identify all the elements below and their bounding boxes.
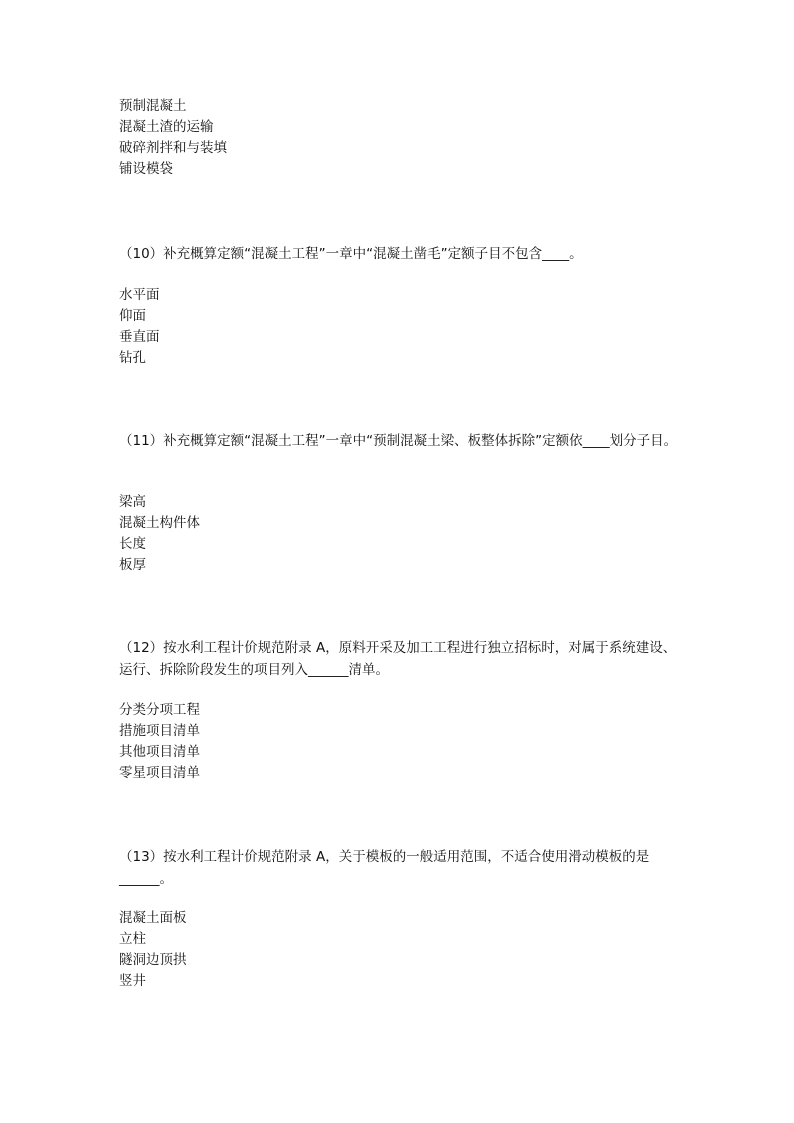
question-10 [119, 243, 679, 265]
question-12 [119, 637, 679, 681]
option: 铺设模袋 [119, 161, 173, 177]
option: 预制混凝土 [119, 98, 187, 114]
option: 混凝土构件体 [119, 515, 200, 531]
option: 隧洞边顶拱 [119, 952, 187, 968]
option: 零星项目清单 [119, 765, 200, 781]
question-13 [119, 846, 679, 890]
option: 水平面 [119, 287, 160, 303]
option: 竖井 [119, 973, 146, 989]
option: 破碎剂拌和与装填 [119, 140, 227, 156]
option: 板厚 [119, 557, 146, 573]
question-11-options [119, 492, 679, 576]
question-text: （11）补充概算定额“混凝土工程”一章中“预制混凝土梁、板整体拆除”定额依____划分子目。 [119, 433, 678, 449]
question-12-options [119, 700, 679, 784]
option: 立柱 [119, 931, 146, 947]
option: 其他项目清单 [119, 744, 200, 760]
question-text: （13）按水利工程计价规范附录 A，关于模板的一般适用范围，不适合使用滑动模板的是______。 [119, 849, 650, 887]
question-text: （10）补充概算定额“混凝土工程”一章中“混凝土凿毛”定额子目不包含____。 [119, 246, 583, 262]
question-10-options [119, 285, 679, 369]
option: 分类分项工程 [119, 702, 200, 718]
option: 钻孔 [119, 350, 146, 366]
intro-options [119, 96, 679, 180]
option: 垂直面 [119, 329, 160, 345]
question-text: （12）按水利工程计价规范附录 A，原料开采及加工工程进行独立招标时，对属于系统建设、运行、拆除阶段发生的项目列入______清单。 [119, 640, 677, 678]
option: 梁高 [119, 494, 146, 510]
option: 仰面 [119, 308, 146, 324]
question-13-options [119, 908, 679, 992]
option: 混凝土渣的运输 [119, 119, 214, 135]
option: 措施项目清单 [119, 723, 200, 739]
question-11 [119, 430, 679, 452]
option: 混凝土面板 [119, 910, 187, 926]
option: 长度 [119, 536, 146, 552]
